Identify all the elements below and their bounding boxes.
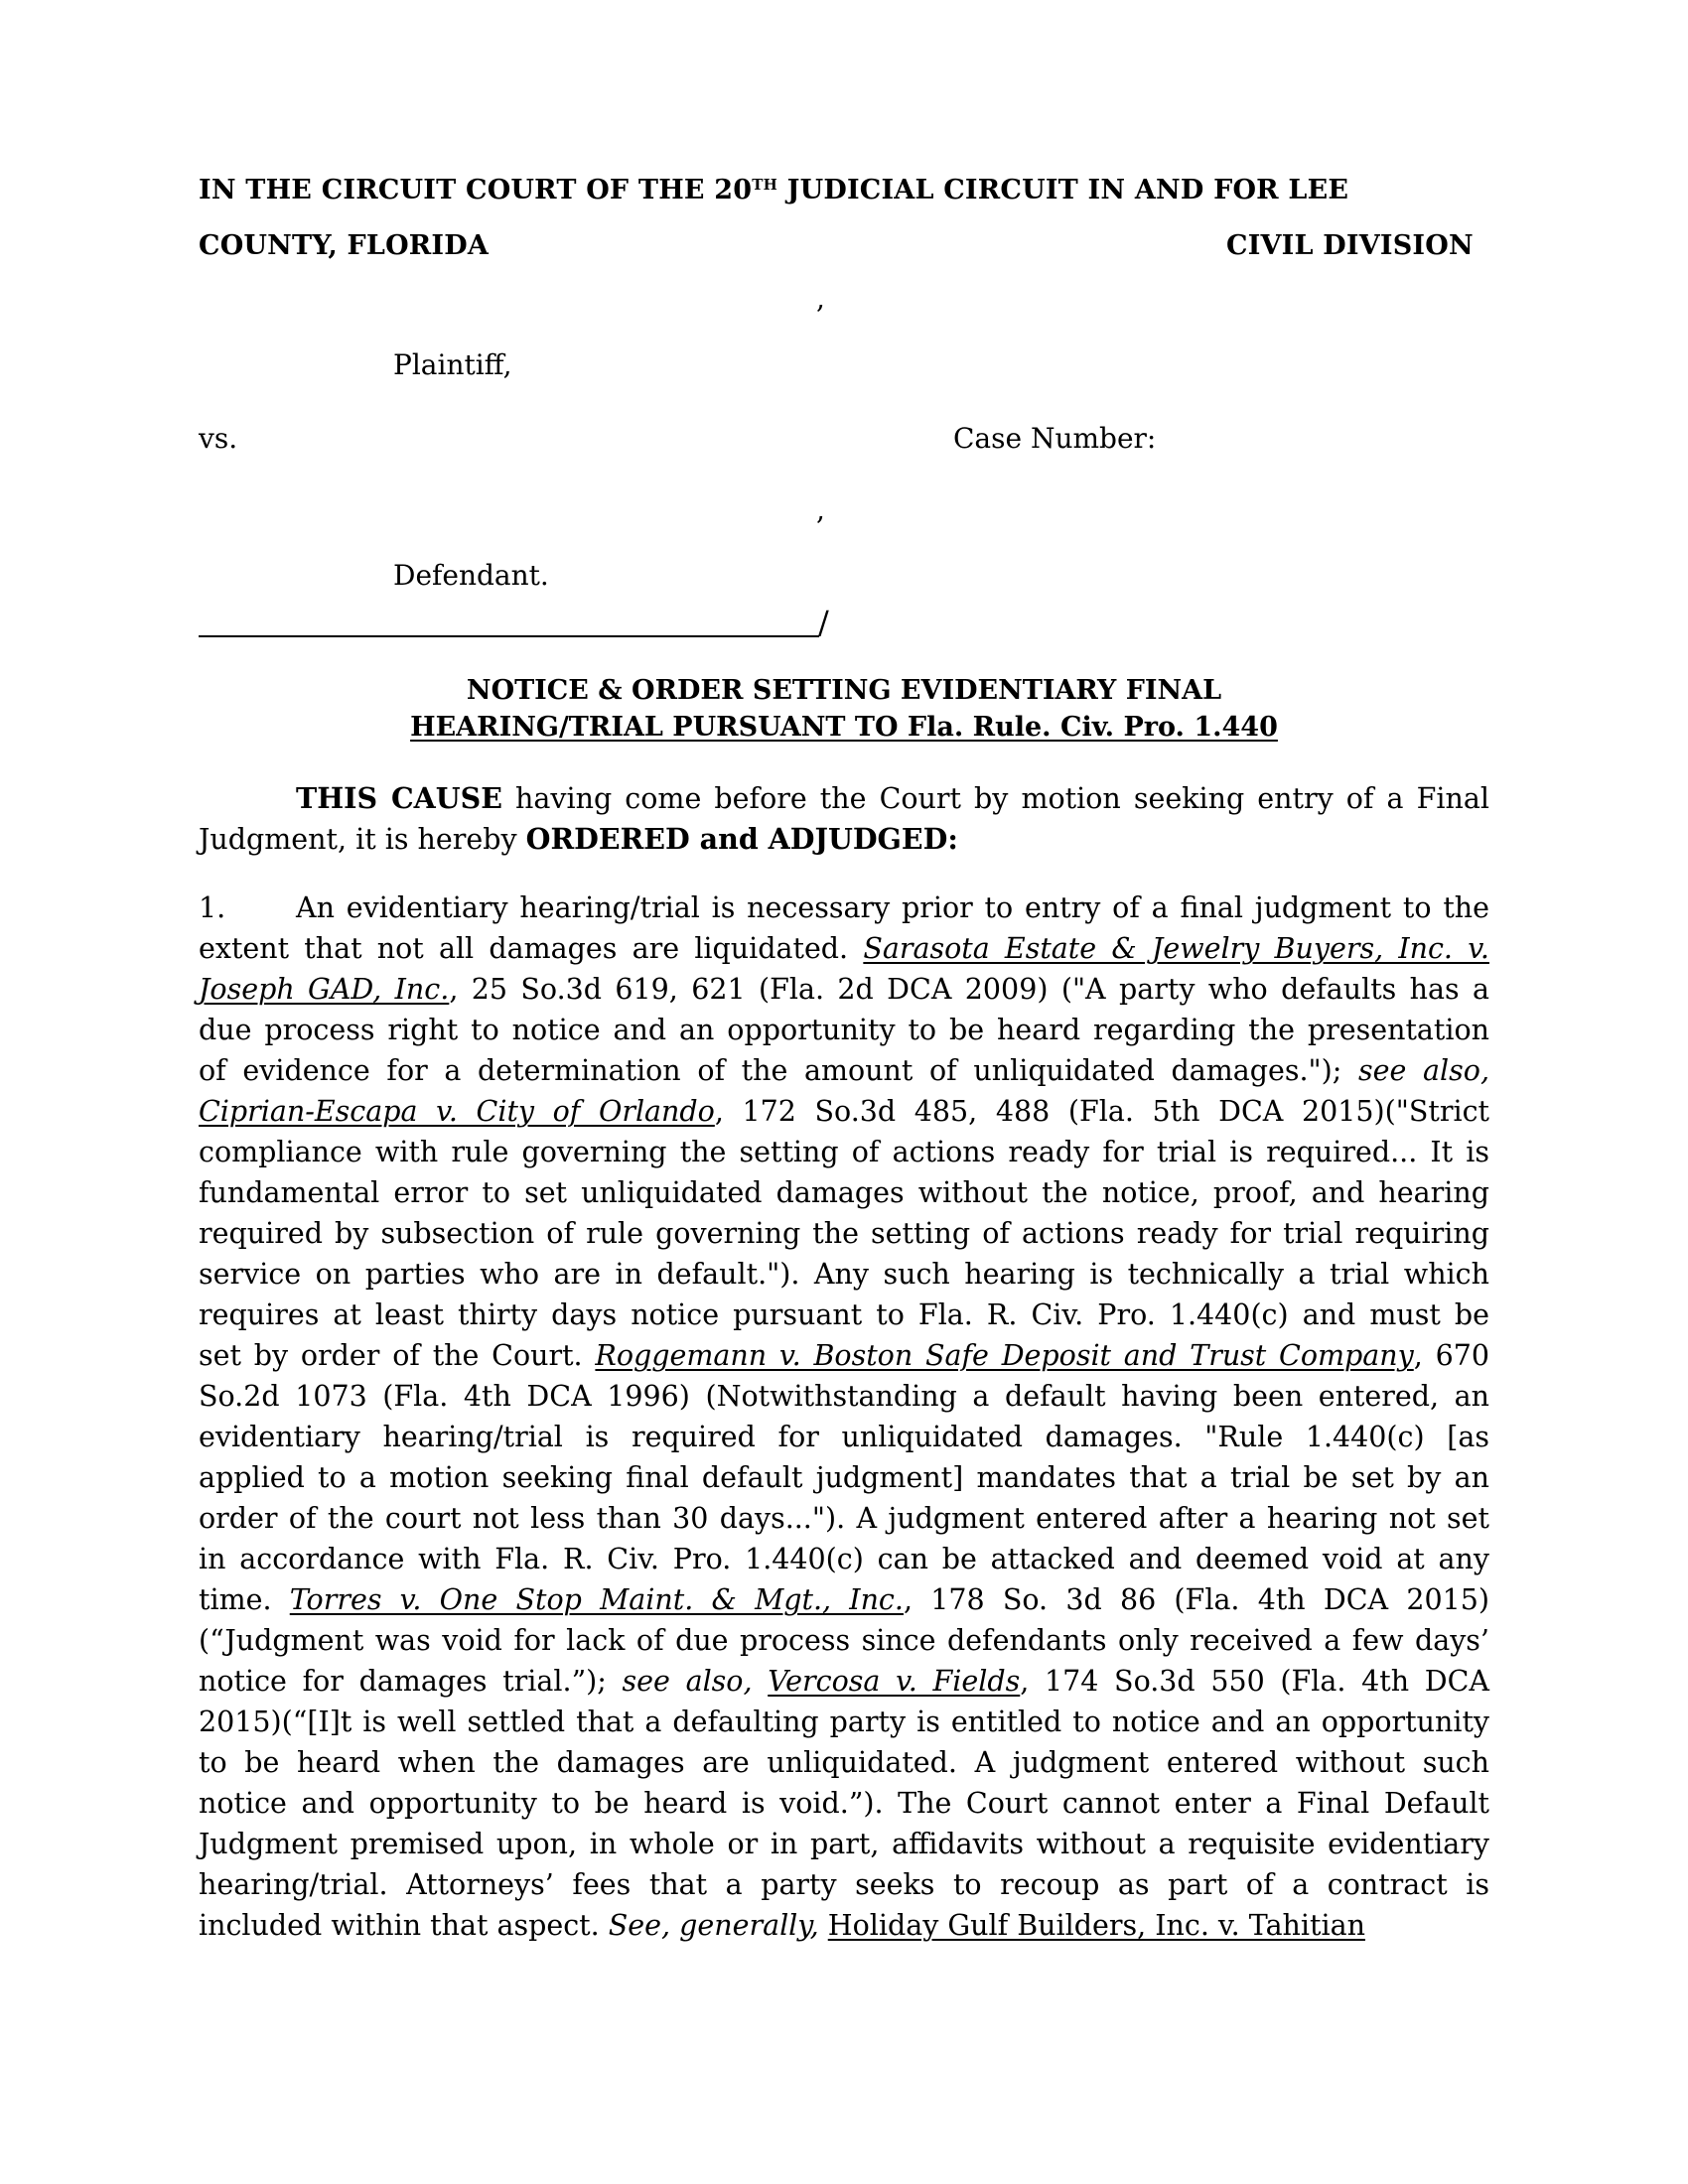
body-text: , 25 So.3d 619, 621 (Fla. 2d DCA 2009) ("A party who defaults has a bbox=[449, 973, 1489, 1006]
body-text: , 178 So. 3d 86 (Fla. 4th DCA 2015) bbox=[903, 1583, 1490, 1616]
court-name-suffix: JUDICIAL CIRCUIT IN AND FOR LEE bbox=[777, 175, 1349, 205]
division-label: CIVIL DIVISION bbox=[1226, 230, 1474, 261]
body-text: applied to a motion seeking final default judgment] mandates that a trial be set by an bbox=[199, 1461, 1489, 1494]
body-text: of evidence for a determination of the amount of unliquidated damages."); bbox=[199, 1054, 1359, 1087]
court-name-prefix: IN THE CIRCUIT COURT OF THE 20 bbox=[199, 175, 753, 205]
signal-phrase: see also, bbox=[1358, 1054, 1489, 1087]
defendant-label: Defendant. bbox=[393, 559, 549, 592]
intro-text-2: Judgment, it is hereby bbox=[199, 823, 526, 856]
body-text: requires at least thirty days notice pursuant to Fla. R. Civ. Pro. 1.440(c) and must be bbox=[199, 1298, 1489, 1331]
case-citation: Vercosa v. Fields bbox=[768, 1665, 1021, 1698]
body-text: order of the court not less than 30 days..."). A judgment entered after a hearing not set bbox=[199, 1502, 1489, 1535]
paragraph-1-line bbox=[199, 928, 1489, 969]
order-title-line2-text: HEARING/TRIAL PURSUANT TO Fla. Rule. Civ. Pro. 1.440 bbox=[410, 712, 1278, 743]
paragraph-1-line bbox=[199, 1457, 1489, 1498]
caption-slash: / bbox=[818, 604, 829, 641]
plaintiff-name-comma: , bbox=[816, 282, 825, 315]
intro-text-1: having come before the Court by motion seeking entry of a Final bbox=[501, 782, 1489, 815]
body-text: to be heard when the damages are unliquidated. A judgment entered without such bbox=[199, 1746, 1489, 1779]
court-header-line1 bbox=[199, 175, 1489, 205]
body-text: set by order of the Court. bbox=[199, 1339, 596, 1372]
body-text: due process right to notice and an opportunity to be heard regarding the presentation bbox=[199, 1014, 1489, 1046]
signal-phrase: See, generally, bbox=[608, 1909, 819, 1942]
paragraph-1-line bbox=[199, 1864, 1489, 1905]
paragraph-1-line bbox=[199, 1091, 1489, 1132]
paragraph-1-line bbox=[199, 1824, 1489, 1864]
body-text: fundamental error to set unliquidated damages without the notice, proof, and hearing bbox=[199, 1176, 1489, 1209]
paragraph-1-line bbox=[199, 1010, 1489, 1050]
paragraph-1-line bbox=[199, 1620, 1489, 1661]
caption-separator-line bbox=[199, 635, 819, 637]
paragraph-1-line bbox=[199, 1376, 1489, 1417]
body-text bbox=[819, 1909, 828, 1942]
paragraph-1-line bbox=[199, 1295, 1489, 1335]
paragraph-1-line bbox=[199, 1213, 1489, 1254]
paragraph-1-line bbox=[199, 1172, 1489, 1213]
signal-phrase: see also, bbox=[622, 1665, 753, 1698]
paragraph-1-line bbox=[199, 1661, 1489, 1702]
paragraph-1-line bbox=[199, 969, 1489, 1010]
intro-line-1 bbox=[199, 778, 1489, 819]
paragraph-1-line bbox=[199, 1742, 1489, 1783]
body-text: So.2d 1073 (Fla. 4th DCA 1996) (Notwithstanding a default having been entered, an bbox=[199, 1380, 1489, 1413]
paragraph-1-line bbox=[199, 1050, 1489, 1091]
body-text: compliance with rule governing the setting of actions ready for trial is required... It is bbox=[199, 1136, 1489, 1168]
case-citation: Holiday Gulf Builders, Inc. v. Tahitian bbox=[827, 1909, 1365, 1942]
paragraph-1-line bbox=[199, 1702, 1489, 1742]
this-cause-lead: THIS CAUSE bbox=[296, 781, 502, 815]
ordered-adjudged: ORDERED and ADJUDGED: bbox=[525, 822, 958, 856]
paragraph-1-line bbox=[199, 1905, 1489, 1946]
body-text: 2015)(“[I]t is well settled that a defaulting party is entitled to notice and an opportunity bbox=[199, 1706, 1489, 1738]
case-number-label: Case Number: bbox=[953, 422, 1157, 455]
intro-paragraph bbox=[199, 778, 1489, 860]
body-text: extent that not all damages are liquidated. bbox=[199, 932, 864, 965]
body-text: in accordance with Fla. R. Civ. Pro. 1.440(c) can be attacked and deemed void at any bbox=[199, 1543, 1489, 1575]
body-text: notice and opportunity to be heard is void.”). The Court cannot enter a Final Default bbox=[199, 1787, 1489, 1820]
body-text: hearing/trial. Attorneys’ fees that a party seeks to recoup as part of a contract is bbox=[199, 1868, 1489, 1901]
intro-line-2 bbox=[199, 819, 1489, 860]
body-text: service on parties who are in default."). Any such hearing is technically a trial which bbox=[199, 1258, 1489, 1291]
plaintiff-label: Plaintiff, bbox=[393, 348, 512, 381]
body-text: An evidentiary hearing/trial is necessary prior to entry of a final judgment to the bbox=[296, 891, 1489, 924]
body-text: required by subsection of rule governing the setting of actions ready for trial requiring bbox=[199, 1217, 1489, 1250]
order-title-line2 bbox=[199, 712, 1489, 743]
paragraph-number: 1. bbox=[199, 891, 226, 924]
paragraph-1-line bbox=[199, 1335, 1489, 1376]
county-label: COUNTY, FLORIDA bbox=[199, 230, 490, 261]
paragraph-1-line bbox=[199, 1132, 1489, 1172]
case-citation: Joseph GAD, Inc. bbox=[199, 973, 450, 1006]
defendant-name-comma: , bbox=[816, 493, 825, 526]
paragraph-1-line bbox=[199, 1254, 1489, 1295]
court-header-line2 bbox=[199, 230, 1489, 261]
paragraph-1-line bbox=[199, 1417, 1489, 1457]
body-text: (“Judgment was void for lack of due process since defendants only received a few days’ bbox=[199, 1624, 1489, 1657]
paragraph-1-line bbox=[199, 887, 1489, 928]
body-text: evidentiary hearing/trial is required for unliquidated damages. "Rule 1.440(c) [as bbox=[199, 1421, 1489, 1453]
body-text: , 174 So.3d 550 (Fla. 4th DCA bbox=[1020, 1665, 1489, 1698]
body-text: notice for damages trial.”); bbox=[199, 1665, 623, 1698]
paragraph-1-line bbox=[199, 1498, 1489, 1539]
court-header-line1-text bbox=[199, 175, 1348, 205]
case-citation: Sarasota Estate & Jewelry Buyers, Inc. v. bbox=[863, 932, 1489, 965]
body-text: included within that aspect. bbox=[199, 1909, 609, 1942]
case-citation: Torres v. One Stop Maint. & Mgt., Inc. bbox=[289, 1583, 904, 1616]
body-text: Judgment premised upon, in whole or in part, affidavits without a requisite evidentiary bbox=[199, 1828, 1489, 1860]
body-text: , 670 bbox=[1413, 1339, 1490, 1372]
paragraph-1-line bbox=[199, 1783, 1489, 1824]
paragraph-1-line bbox=[199, 1539, 1489, 1579]
case-citation: Roggemann v. Boston Safe Deposit and Trust Company bbox=[595, 1339, 1414, 1372]
body-text: , 172 So.3d 485, 488 (Fla. 5th DCA 2015)("Strict bbox=[714, 1095, 1489, 1128]
ordinal-suffix: TH bbox=[752, 176, 778, 194]
paragraph-1 bbox=[199, 887, 1489, 1946]
case-citation: Ciprian-Escapa v. City of Orlando bbox=[199, 1095, 715, 1128]
body-text: time. bbox=[199, 1583, 290, 1616]
paragraph-1-line bbox=[199, 1579, 1489, 1620]
versus-label: vs. bbox=[199, 422, 238, 455]
order-title-line1: NOTICE & ORDER SETTING EVIDENTIARY FINAL bbox=[466, 675, 1222, 706]
body-text bbox=[753, 1665, 769, 1698]
